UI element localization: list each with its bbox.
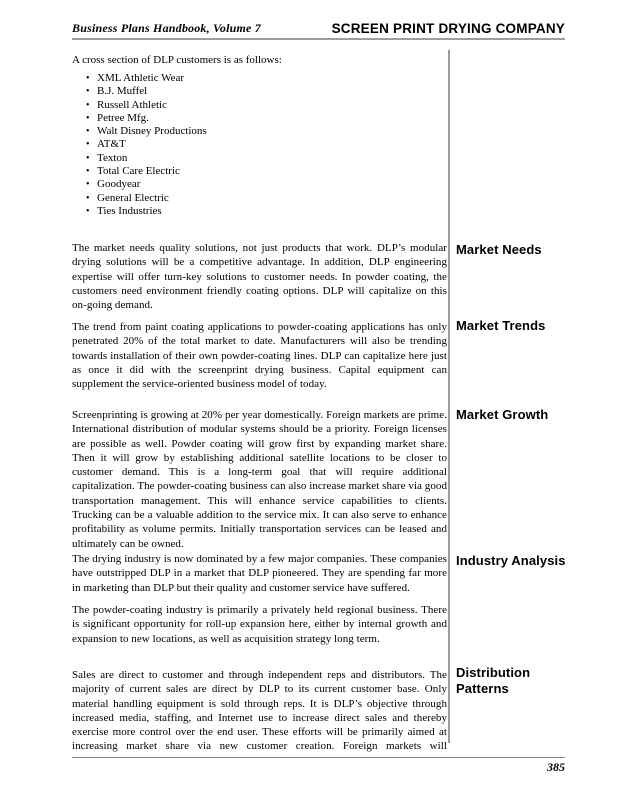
customer-list-item xyxy=(86,165,436,178)
customer-list-item xyxy=(86,112,436,125)
customer-name: General Electric xyxy=(97,191,169,204)
customer-list-item xyxy=(86,72,436,85)
customer-name: Walt Disney Productions xyxy=(97,125,207,138)
customer-list-item xyxy=(86,138,436,151)
customer-name: Russell Athletic xyxy=(97,98,167,111)
bullet-icon: • xyxy=(86,73,90,84)
footer-rule xyxy=(72,757,565,758)
book-title: Business Plans Handbook, Volume 7 xyxy=(72,21,261,35)
customer-name: Ties Industries xyxy=(97,204,162,217)
chapter-title: SCREEN PRINT DRYING COMPANY xyxy=(331,21,565,36)
market-trends-paragraph: The trend from paint coating applications to powder-coating applications has only penetrated 20% of the total market to date. Manufacturers will also be trending towards installation of their own powder-coating lines. DLP can capitalize here just as once it did with the screenprint drying business. Capital equipment can supplement the service-oriented business model of today. xyxy=(72,321,447,391)
margin-heading-distribution-patterns: Distribution Patterns xyxy=(456,665,531,696)
column-divider-rule xyxy=(448,50,450,743)
customer-list-item xyxy=(86,205,436,218)
bullet-icon: • xyxy=(86,205,90,217)
market-needs-paragraph: The market needs quality solutions, not just products that work. DLP’s modular drying solutions will be a competitive advantage. In addition, DLP engineering expertise will offer turn-key solutions to customer needs. In powder coating, the customers need environment friendly coating options. DLP will capitalize on this on-going demand. xyxy=(72,242,447,312)
distribution-patterns-paragraph: Sales are direct to customer and through independent reps and distributors. The majority of current sales are direct by DLP to its current customer base. Only material handling equipment is sold through reps. It is DLP’s objective through increased media, staffing, and Internet use to increase direct sales and thereby exercise more control over the end user. These efforts will be primarily aimed at increasing market share via new customer creation. Foreign markets will xyxy=(72,669,447,753)
bullet-icon: • xyxy=(86,86,90,98)
customer-name: Petree Mfg. xyxy=(97,111,149,124)
industry-analysis-paragraph-2: The powder-coating industry is primarily a privately held regional business. There is significant opportunity for roll-up expansion here, either by internal growth and expansion to new locations, as well as acquisition strategy long term. xyxy=(72,604,447,645)
bullet-icon: • xyxy=(86,112,90,124)
margin-heading-market-trends: Market Trends xyxy=(456,318,546,333)
customer-name: AT&T xyxy=(97,138,126,151)
margin-heading-market-growth: Market Growth xyxy=(456,407,549,422)
customer-list-item xyxy=(86,99,436,112)
customer-name: Goodyear xyxy=(97,178,141,191)
bullet-icon: • xyxy=(86,152,90,164)
industry-analysis-paragraph-1: The drying industry is now dominated by a few major companies. These companies have outstripped DLP in a market that DLP pioneered. They are spending far more in marketing than DLP but their quality and customer service have suffered. xyxy=(72,553,447,594)
bullet-icon: • xyxy=(86,126,90,138)
bullet-icon: • xyxy=(86,166,90,178)
customer-list-item xyxy=(86,178,436,191)
customer-list-item xyxy=(86,85,436,98)
customer-list-item xyxy=(86,192,436,205)
customer-name: Total Care Electric xyxy=(97,165,180,178)
margin-heading-market-needs: Market Needs xyxy=(456,242,542,257)
page-number: 385 xyxy=(547,760,565,774)
customer-list xyxy=(86,72,436,218)
header-rule xyxy=(72,38,565,40)
customer-list-item xyxy=(86,125,436,138)
intro-lead: A cross section of DLP customers is as follows: xyxy=(72,54,282,66)
customer-name: XML Athletic Wear xyxy=(97,72,185,84)
bullet-icon: • xyxy=(86,139,90,151)
market-growth-paragraph: Screenprinting is growing at 20% per year domestically. Foreign markets are prime. International distribution of modular systems should be a priority. Foreign licenses are possible as well. Powder coating will grow first by expanding market share. Then it will grow by establishing additional satellite locations to be closer to customer demand. This is a long-term goal that will require additional capitalization. The powder-coating business can also increase market share via good transportation management. This will enhance service capabilities to clients. Trucking can be a valuable addition to the service mix. It can also serve to enhance profitability as volume permits. Initially transportation services can be leased and ultimately can be owned. xyxy=(72,409,447,550)
customer-name: Texton xyxy=(97,151,128,164)
bullet-icon: • xyxy=(86,99,90,111)
customer-name: B.J. Muffel xyxy=(97,85,148,98)
bullet-icon: • xyxy=(86,179,90,191)
bullet-icon: • xyxy=(86,192,90,204)
customer-list-item xyxy=(86,152,436,165)
margin-heading-industry-analysis: Industry Analysis xyxy=(456,553,566,568)
